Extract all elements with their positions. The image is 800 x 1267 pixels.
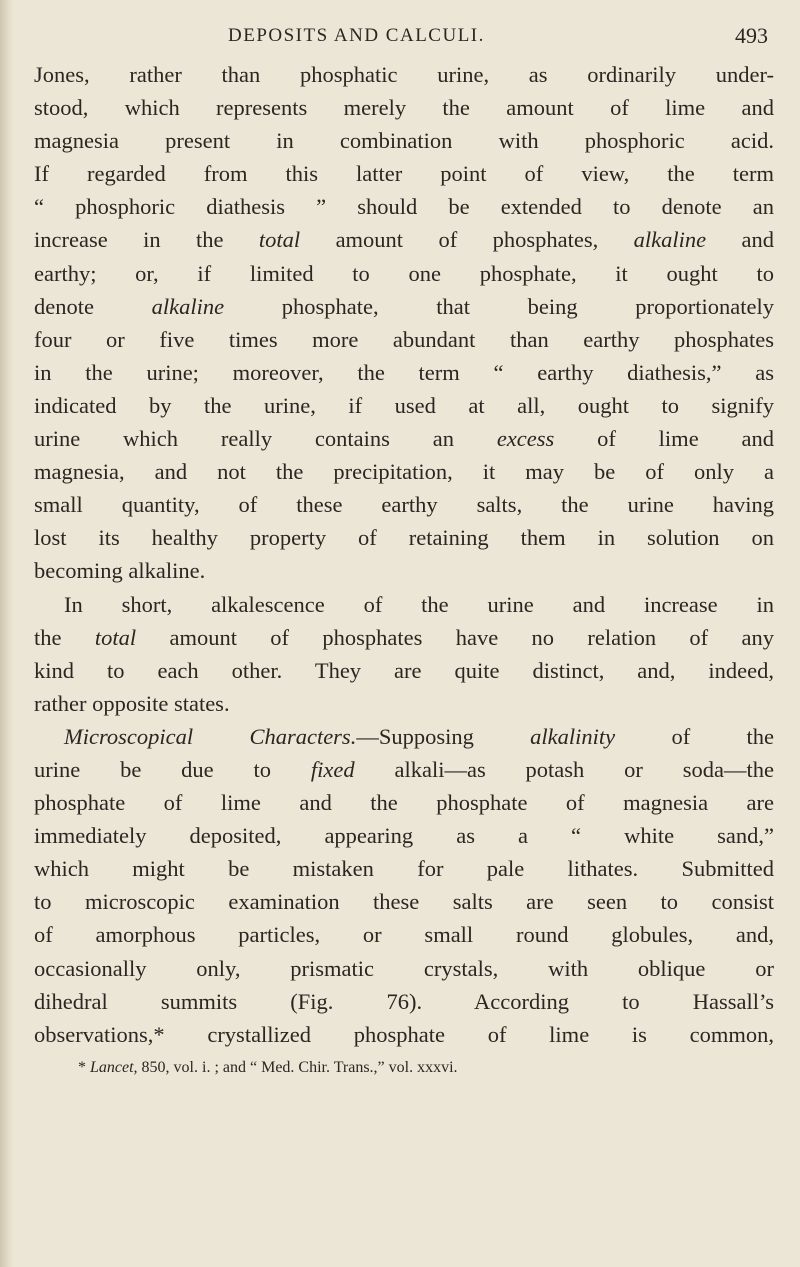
page-binding-edge xyxy=(0,0,14,1267)
footnote xyxy=(34,1057,774,1079)
text-line xyxy=(34,257,774,290)
text-line xyxy=(34,91,774,124)
text-run: and xyxy=(706,227,774,253)
text-run: amount of phosphates, xyxy=(300,227,634,253)
text-run: magnesia, and not the precipitation, it may be of only a xyxy=(34,459,774,485)
italic-text: alkaline xyxy=(151,293,225,319)
running-head xyxy=(34,0,774,58)
text-run: —Supposing xyxy=(356,723,531,749)
text-run: lost its healthy property of retaining them in solution on xyxy=(34,525,774,551)
text-run: in the urine; moreover, the term “ earthy diathesis,” as xyxy=(34,359,774,385)
italic-text: alkalinity xyxy=(530,723,616,749)
text-line xyxy=(34,588,774,621)
text-run: of lime and xyxy=(554,426,774,452)
text-run: immediately deposited, appearing as a “ white sand,” xyxy=(34,823,774,849)
italic-text: fixed xyxy=(310,756,355,782)
text-run: If regarded from this latter point of view, the term xyxy=(34,161,774,187)
book-page xyxy=(34,0,774,1079)
text-line xyxy=(34,786,774,819)
text-run: phosphate, that being proportionately xyxy=(224,293,774,319)
text-line xyxy=(34,124,774,157)
text-line xyxy=(34,985,774,1018)
text-line xyxy=(34,753,774,786)
italic-text: alkaline xyxy=(633,227,707,253)
text-line xyxy=(34,819,774,852)
text-run: urine be due to xyxy=(34,756,311,782)
text-line xyxy=(34,1018,774,1051)
text-run: earthy; or, if limited to one phosphate, it ought to xyxy=(34,260,774,286)
text-run: which might be mistaken for pale lithates. Submitted xyxy=(34,856,774,882)
text-run: kind to each other. They are quite distinct, and, indeed, xyxy=(34,657,774,683)
text-run: * xyxy=(78,1058,90,1076)
text-run: increase in the xyxy=(34,227,259,253)
text-run: urine which really contains an xyxy=(34,426,497,452)
text-line xyxy=(34,952,774,985)
italic-text: Microscopical Characters. xyxy=(64,723,357,749)
text-line xyxy=(34,918,774,951)
text-run: 850, vol. i. ; and “ Med. Chir. Trans.,” vol. xxxvi. xyxy=(137,1058,458,1076)
text-line xyxy=(34,885,774,918)
text-run: small quantity, of these earthy salts, the urine having xyxy=(34,492,774,518)
text-run: phosphate of lime and the phosphate of magnesia are xyxy=(34,790,774,816)
text-run: magnesia present in combination with phosphoric acid. xyxy=(34,128,774,154)
body-text xyxy=(34,58,774,1051)
text-line xyxy=(34,223,774,256)
italic-text: total xyxy=(94,624,137,650)
text-run: Jones, rather than phosphatic urine, as ordinarily under- xyxy=(34,62,774,87)
text-run: dihedral summits (Fig. 76). According to Hassall’s xyxy=(34,988,774,1014)
text-run: occasionally only, prismatic crystals, with oblique or xyxy=(34,955,774,981)
text-run: stood, which represents merely the amount of lime and xyxy=(34,95,774,121)
text-run: observations,* crystallized phosphate of lime is common, xyxy=(34,1021,774,1047)
text-line xyxy=(34,356,774,389)
text-line xyxy=(34,389,774,422)
text-line xyxy=(34,687,774,720)
text-line xyxy=(34,290,774,323)
text-run: four or five times more abundant than earthy phosphates xyxy=(34,326,774,352)
text-run: denote xyxy=(34,293,152,319)
text-line xyxy=(34,190,774,223)
text-run: amount of phosphates have no relation of any xyxy=(136,624,774,650)
text-run: of amorphous particles, or small round globules, and, xyxy=(34,922,774,948)
text-line xyxy=(34,422,774,455)
text-line xyxy=(34,521,774,554)
text-run: the xyxy=(34,624,95,650)
italic-text: excess xyxy=(496,426,555,452)
text-run: becoming alkaline. xyxy=(34,558,206,584)
text-line xyxy=(34,554,774,587)
text-run: of the xyxy=(615,723,775,749)
text-line xyxy=(34,455,774,488)
text-run: “ phosphoric diathesis ” should be extended to denote an xyxy=(34,194,774,220)
text-run: indicated by the urine, if used at all, ought to signify xyxy=(34,392,774,418)
text-line xyxy=(34,323,774,356)
text-line xyxy=(34,488,774,521)
italic-text: Lancet, xyxy=(90,1058,138,1076)
text-line xyxy=(34,654,774,687)
italic-text: total xyxy=(258,227,301,253)
text-run: In short, alkalescence of the urine and increase in xyxy=(64,591,774,617)
text-line xyxy=(34,157,774,190)
text-run: to microscopic examination these salts are seen to consist xyxy=(34,889,774,915)
running-title: DEPOSITS AND CALCULI. xyxy=(228,25,485,46)
page-number: 493 xyxy=(735,23,768,48)
text-line xyxy=(34,621,774,654)
text-line xyxy=(34,720,774,753)
text-run: rather opposite states. xyxy=(34,690,230,716)
text-run: alkali—as potash or soda—the xyxy=(354,756,774,782)
text-line xyxy=(34,852,774,885)
